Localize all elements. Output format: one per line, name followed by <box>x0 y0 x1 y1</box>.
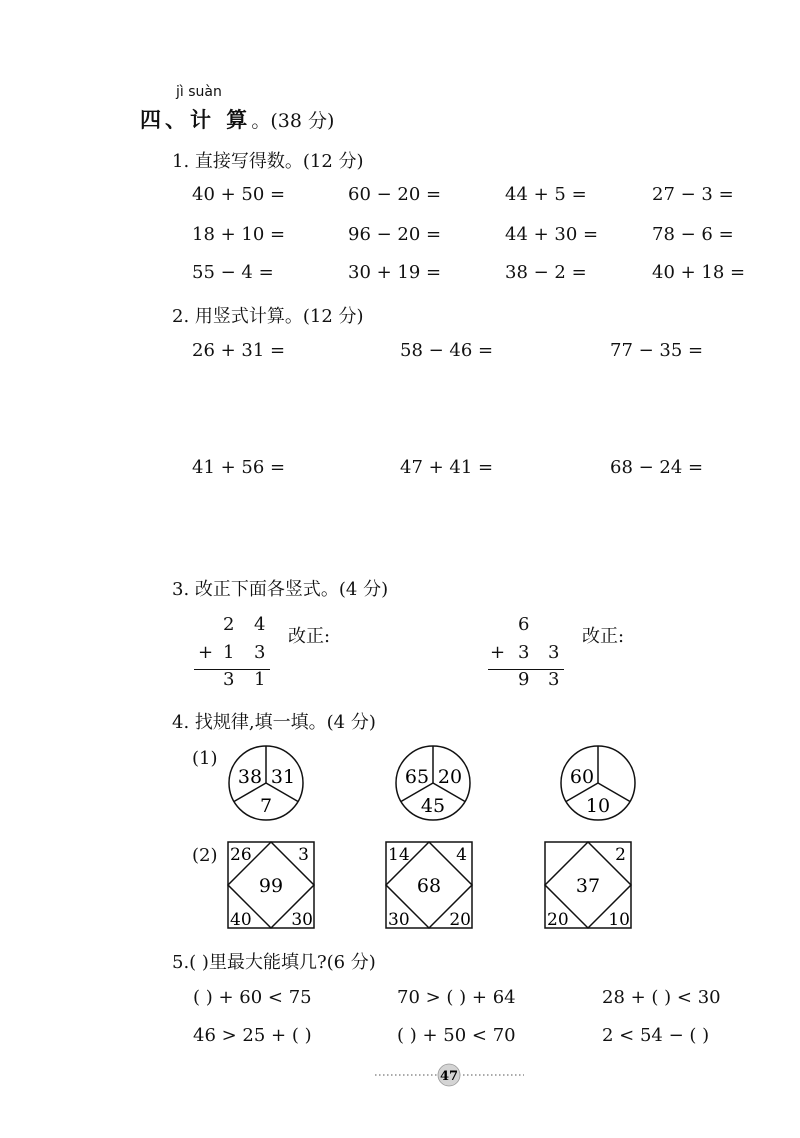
q1-item: 96 − 20 = <box>348 224 442 245</box>
digit: 3 <box>223 669 235 690</box>
circle-value: 31 <box>270 766 296 788</box>
q2-item: 58 − 46 = <box>400 340 494 361</box>
square-value: 10 <box>608 910 630 930</box>
q3-title: 3. 改正下面各竖式。(4 分) <box>172 579 389 600</box>
section-title-text: 四、计 算 <box>140 107 252 132</box>
square-value: 30 <box>291 910 313 930</box>
square-value: 30 <box>388 910 410 930</box>
circle-value: 65 <box>404 766 430 788</box>
digit: 3 <box>518 642 530 663</box>
section-points: 。(38 分) <box>251 110 335 132</box>
q1-item: 78 − 6 = <box>652 224 734 245</box>
circle-value: 20 <box>437 766 463 788</box>
pie-circle-1 <box>229 746 303 820</box>
plus-sign: + <box>490 642 506 663</box>
digit: 1 <box>254 669 266 690</box>
q1-title: 1. 直接写得数。(12 分) <box>172 151 364 172</box>
q5-item: 28 + ( ) < 30 <box>602 987 721 1008</box>
digit: 1 <box>223 642 235 663</box>
fix-label: 改正: <box>288 626 331 647</box>
square-value: 2 <box>615 845 626 865</box>
pie-circle-2 <box>396 746 470 820</box>
square-value: 4 <box>456 845 467 865</box>
digit: 3 <box>548 669 560 690</box>
q5-item: ( ) + 50 < 70 <box>397 1025 516 1046</box>
circle-value: 45 <box>420 795 446 817</box>
page-number: 47 <box>439 1069 459 1084</box>
diamond-square-1 <box>228 842 314 930</box>
diamond-square-2 <box>386 842 472 930</box>
digit: 6 <box>518 614 530 635</box>
digit: 3 <box>254 642 266 663</box>
square-value: 20 <box>547 910 569 930</box>
q2-title: 2. 用竖式计算。(12 分) <box>172 306 364 327</box>
q2-item: 26 + 31 = <box>192 340 286 361</box>
square-value: 20 <box>449 910 471 930</box>
q5-title: 5.( )里最大能填几?(6 分) <box>172 952 376 973</box>
square-value: 26 <box>230 845 252 865</box>
q1-item: 44 + 30 = <box>505 224 599 245</box>
q1-item: 30 + 19 = <box>348 262 442 283</box>
plus-sign: + <box>198 642 214 663</box>
q2-item: 47 + 41 = <box>400 457 494 478</box>
q5-item: ( ) + 60 < 75 <box>193 987 312 1008</box>
digit: 9 <box>518 669 530 690</box>
q1-item: 27 − 3 = <box>652 184 734 205</box>
circle-value: 60 <box>569 766 595 788</box>
q4-title: 4. 找规律,填一填。(4 分) <box>172 712 376 733</box>
section-pinyin: jì suàn <box>176 84 222 100</box>
q2-item: 77 − 35 = <box>610 340 704 361</box>
q1-item: 18 + 10 = <box>192 224 286 245</box>
q2-item: 68 − 24 = <box>610 457 704 478</box>
square-value: 40 <box>230 910 252 930</box>
square-value: 14 <box>388 845 410 865</box>
q1-item: 40 + 50 = <box>192 184 286 205</box>
diamond-square-3 <box>545 842 631 930</box>
circle-value: 38 <box>237 766 263 788</box>
q5-item: 2 < 54 − ( ) <box>602 1025 710 1046</box>
digit: 3 <box>548 642 560 663</box>
q4-label-1: (1) <box>192 748 218 769</box>
square-value: 68 <box>416 875 442 897</box>
square-value: 3 <box>298 845 309 865</box>
q5-item: 70 > ( ) + 64 <box>397 987 516 1008</box>
q1-item: 60 − 20 = <box>348 184 442 205</box>
square-value: 37 <box>575 875 601 897</box>
pie-circle-3 <box>561 746 635 820</box>
q5-item: 46 > 25 + ( ) <box>193 1025 312 1046</box>
q1-item: 44 + 5 = <box>505 184 587 205</box>
fix-label: 改正: <box>582 626 625 647</box>
square-value: 99 <box>258 875 284 897</box>
digit: 2 <box>223 614 235 635</box>
q1-item: 55 − 4 = <box>192 262 274 283</box>
circle-value: 10 <box>585 795 611 817</box>
q2-item: 41 + 56 = <box>192 457 286 478</box>
q1-item: 40 + 18 = <box>652 262 746 283</box>
circle-value: 7 <box>259 795 273 817</box>
q4-label-2: (2) <box>192 845 218 866</box>
q1-item: 38 − 2 = <box>505 262 587 283</box>
digit: 4 <box>254 614 266 635</box>
